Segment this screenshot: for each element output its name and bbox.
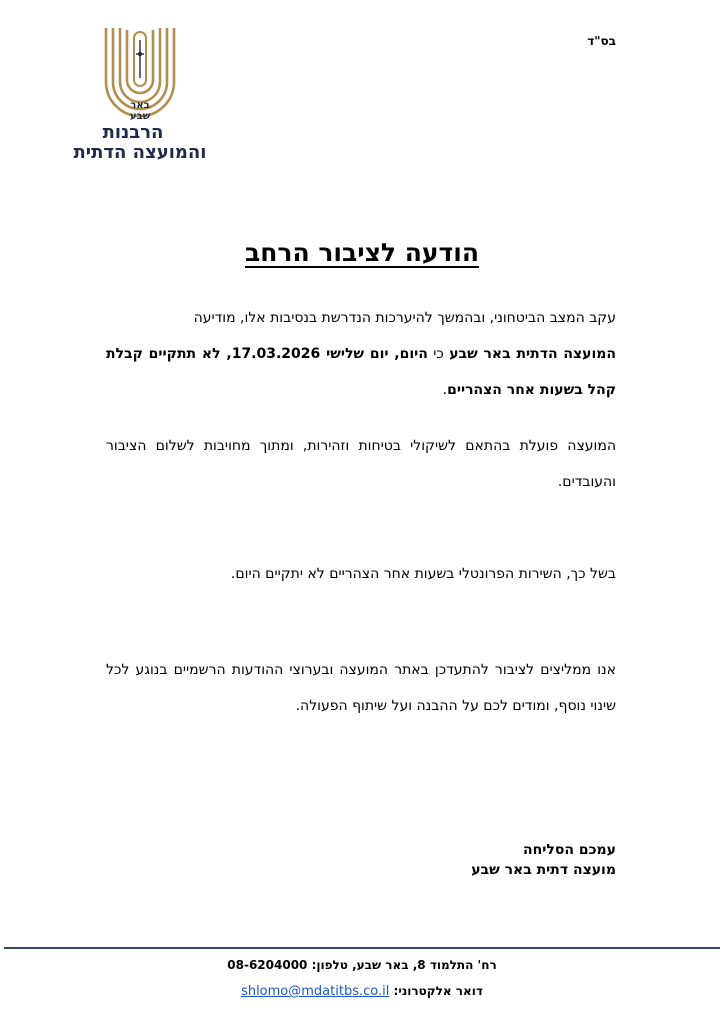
paragraph-1-period: . bbox=[442, 382, 448, 398]
footer bbox=[0, 952, 724, 1005]
footer-email-label: דואר אלקטרוני: bbox=[389, 984, 483, 998]
signoff-line-2: מועצה דתית באר שבע bbox=[471, 862, 616, 878]
logo bbox=[60, 26, 220, 166]
paragraph-2: המועצה פועלת בהתאם לשיקולי בטיחות וזהירות, ומתוך מחויבות לשלום הציבור והעובדים. bbox=[106, 438, 616, 490]
footer-email-row bbox=[0, 978, 724, 1005]
footer-address: רח' התלמוד 8, באר שבע, טלפון: 08-6204000 bbox=[227, 958, 497, 972]
footer-divider bbox=[4, 947, 720, 949]
paragraph-1 bbox=[106, 300, 616, 408]
paragraph-1-connector: כי bbox=[427, 346, 450, 362]
signoff bbox=[316, 840, 616, 880]
email-link[interactable]: shlomo@mdatitbs.co.il bbox=[241, 984, 390, 999]
svg-text:באר: באר bbox=[130, 100, 150, 111]
paragraph-4: אנו ממליצים לציבור להתעדכן באתר המועצה ובערוצי ההודעות הרשמיים בנוגע לכל שינוי נוסף, ומודים לכם על ההבנה ועל שיתוף הפעולה. bbox=[106, 662, 616, 714]
svg-text:שבע: שבע bbox=[129, 111, 151, 122]
bsd-mark: בס"ד bbox=[587, 34, 616, 48]
notice-title: הודעה לציבור הרחב bbox=[244, 238, 480, 267]
closure-statement: היום, יום שלישי 17.03.2026, לא תתקיים קבלת קהל בשעות אחר הצהריים bbox=[106, 346, 616, 398]
beer-sheva-emblem-icon bbox=[102, 26, 178, 122]
signoff-line-1: עמכם הסליחה bbox=[523, 842, 616, 858]
paragraph-3: בשל כך, השירות הפרונטלי בשעות אחר הצהריים לא יתקיים היום. bbox=[230, 566, 616, 582]
logo-line-2: והמועצה הדתית bbox=[73, 142, 207, 163]
council-name: המועצה הדתית באר שבע bbox=[449, 346, 616, 362]
logo-line-1: הרבנות bbox=[102, 122, 164, 143]
paragraph-1-opening: עקב המצב הביטחוני, ובהמשך להיערכות הנדרשת בנסיבות אלו, מודיעה bbox=[193, 310, 616, 326]
